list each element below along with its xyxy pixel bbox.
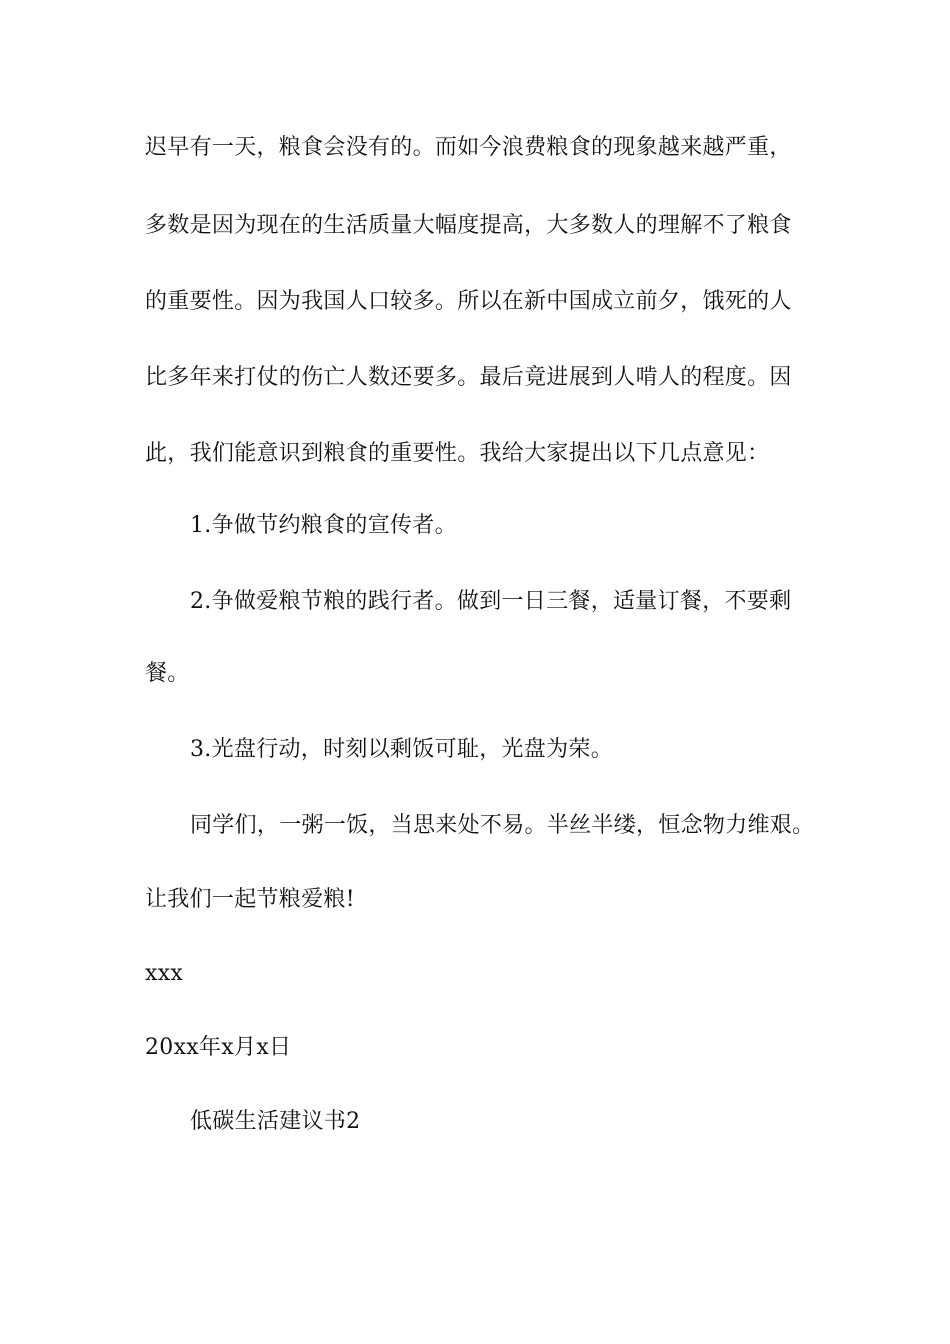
paragraph-line-5: 此，我们能意识到粮食的重要性。我给大家提出以下几点意见：	[145, 441, 770, 466]
paragraph-line-3: 的重要性。因为我国人口较多。所以在新中国成立前夕，饿死的人	[145, 289, 792, 314]
paragraph-line-1: 迟早有一天，粮食会没有的。而如今浪费粮食的现象越来越严重，	[145, 135, 792, 160]
suggestion-3: 3.光盘行动，时刻以剩饭可耻，光盘为荣。	[190, 737, 613, 762]
paragraph-line-2: 多数是因为现在的生活质量大幅度提高，大多数人的理解不了粮食	[145, 213, 792, 238]
closing-line-2: 让我们一起节粮爱粮!	[145, 887, 355, 912]
suggestion-2-continued: 餐。	[145, 661, 190, 686]
signature-name: xxx	[145, 961, 184, 986]
closing-line-1: 同学们，一粥一饭，当思来处不易。半丝半缕，恒念物力维艰。	[190, 813, 815, 838]
signature-date: 20xx年x月x日	[145, 1035, 292, 1060]
suggestion-1: 1.争做节约粮食的宣传者。	[190, 513, 457, 538]
next-section-title: 低碳生活建议书2	[190, 1109, 361, 1134]
paragraph-line-4: 比多年来打仗的伤亡人数还要多。最后竟进展到人啃人的程度。因	[145, 365, 792, 390]
suggestion-2: 2.争做爱粮节粮的践行者。做到一日三餐，适量订餐，不要剩	[190, 589, 792, 614]
